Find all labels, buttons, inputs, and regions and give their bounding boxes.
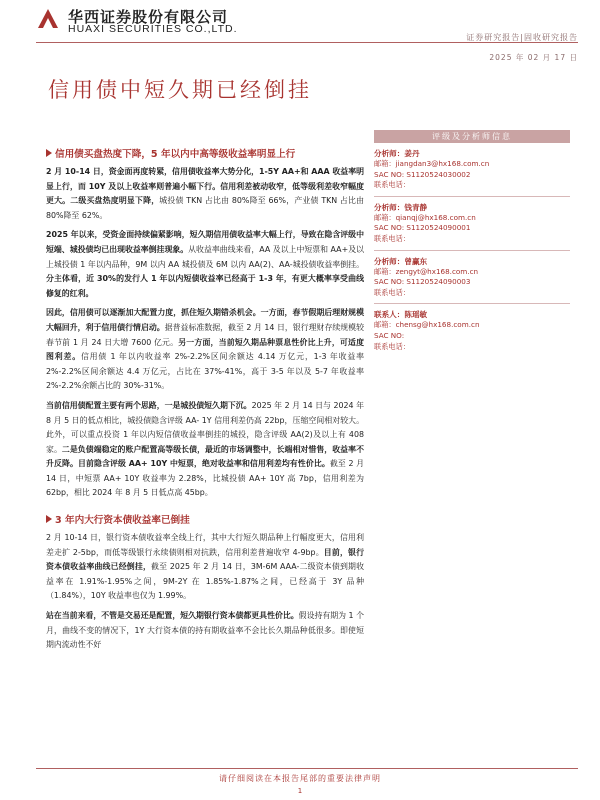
legal-notice: 请仔细阅读在本报告尾部的重要法律声明 — [219, 774, 381, 783]
analyst-name: 分析师：姜丹 — [374, 149, 420, 158]
analyst-email[interactable]: 邮箱：qianqj@hx168.com.cn — [374, 212, 476, 222]
divider — [374, 303, 570, 304]
analyst-card — [374, 256, 570, 305]
analyst-sac: SAC NO: S1120524090003 — [374, 277, 471, 287]
report-type: 证券研究报告|固收研究报告 — [466, 33, 578, 42]
main-content — [46, 146, 364, 658]
section-heading: 信用债买盘热度下降，5 年以内中高等级收益率明显上行 — [46, 146, 364, 160]
analyst-phone: 联系电话： — [374, 180, 410, 190]
analyst-sac: SAC NO: S1120524030002 — [374, 169, 471, 179]
analyst-card — [374, 309, 570, 352]
paragraph: 当前信用债配置主要有两个思路，一是城投债短久期下沉。2025 年 2 月 14 日与 2024 年 8 月 5 日的低点相比，城投债隐含评级 AA- 1Y 信用利差仍高 22bp，压缩空间相对较大。此外，可以重点投资 1 年以内短信债收益率倒挂的城投，隐含评级 AA(2)及以上有 408 家。二是负债端稳定的账户配置高等级长债，最近的市场调整中，长端相对惜售，收益率不升反降。目前隐含评级 AA+ 10Y 中短票，绝对收益率和信用利差均有性价比。截至 2 月 14 日，中短票 AA+ 10Y 收益率为 2.28%，比城投债 AA+ 10Y 高 7bp，信用利差为 62bp，相比 2024 年 8 月 5 日低点高 45bp。 — [46, 400, 364, 498]
huaxi-logo-icon — [36, 6, 60, 30]
paragraph: 2 月 10-14 日，资金面再度转紧，信用债收益率大势分化，1-5Y AA+和 AAA 收益率明显上行，而 10Y 及以上收益率则普遍小幅下行。信用利差被动收窄，低等级利差收窄幅度更大。二级买盘热度明显下降，城投债 TKN 占比由 80%降至 66%，产业债 TKN 占比由 80%降至 62%。 — [46, 167, 364, 220]
brand-name-cn: 华西证券股份有限公司 — [68, 8, 229, 26]
analyst-card — [374, 202, 570, 251]
analyst-phone: 联系电话： — [374, 287, 410, 297]
footer-divider — [36, 768, 578, 769]
divider — [374, 250, 570, 251]
analyst-sidebar — [374, 130, 570, 352]
header-divider — [36, 42, 578, 43]
analyst-phone: 联系电话： — [374, 341, 410, 351]
analyst-name: 分析师：钱青静 — [374, 202, 428, 212]
page-number: 1 — [297, 787, 303, 795]
analyst-card — [374, 148, 570, 197]
divider — [374, 196, 570, 197]
section-heading: 3 年内大行资本债收益率已倒挂 — [46, 512, 364, 526]
report-date: 2025 年 02 月 17 日 — [489, 53, 578, 62]
analyst-name: 分析师：曾赢东 — [374, 256, 428, 266]
paragraph: 2025 年以来，受资金面持续偏紧影响，短久期信用债收益率大幅上行，导致在隐含评级中短端、城投债均已出现收益率倒挂现象。从收益率曲线来看，AA 及以上中短票和 AA+及以上城投债 1 年以内品种，9M 以内 AA 城投债及 6M 以内 AA(2)、AA-城投债收益率倒挂。分主体看，近 30%的发行人 1 年以内短债收益率已经高于 1-3 年，有更大概率享受曲线修复的红利。 — [46, 230, 364, 298]
analyst-email[interactable]: 邮箱：chensg@hx168.com.cn — [374, 320, 480, 330]
analyst-email[interactable]: 邮箱：zengyt@hx168.com.cn — [374, 266, 479, 276]
analyst-phone: 联系电话： — [374, 233, 410, 243]
paragraph: 2 月 10-14 日，银行资本债收益率全线上行，其中大行短久期品种上行幅度更大，信用利差走扩 2-5bp，而低等级银行永续债则相对抗跌，信用利差普遍收窄 4-9bp。目前，银行资本债收益率曲线已经倒挂，截至 2025 年 2 月 14 日，3M-6M AAA-二级资本债到期收益率在 1.91%-1.95%之间，9M-2Y 在 1.85%-1.87%之间，已经高于 3Y 品种（1.84%），10Y 收益率也仅为 1.99%。 — [46, 533, 364, 601]
analyst-sac: SAC NO: S1120524090001 — [374, 223, 471, 233]
contact-name: 联系人：陈瑶敏 — [374, 310, 428, 320]
paragraph: 站在当前来看，不管是交易还是配置，短久期银行资本债都更具性价比。假设持有期为 1 个月，曲线不变的情况下，1Y 大行资本债的持有期收益率不会比长久期品种低很多。即使短期内流动性不好 — [46, 611, 364, 650]
analyst-sac: SAC NO: — [374, 330, 405, 340]
sidebar-heading: 评级及分析师信息 — [374, 130, 570, 143]
page-title: 信用债中短久期已经倒挂 — [48, 78, 312, 102]
analyst-email[interactable]: 邮箱：jiangdan3@hx168.com.cn — [374, 159, 490, 168]
triangle-bullet-icon — [46, 149, 52, 157]
brand-name-en: HUAXI SECURITIES CO.,LTD. — [68, 23, 238, 35]
paragraph: 因此，信用债可以逐渐加大配置力度，抓住短久期错杀机会。一方面，春节假期后理财规模大幅回升，利于信用债行情启动。据普益标准数据，截至 2 月 14 日，银行理财存续规模较春节前 1 月 24 日大增 7600 亿元。另一方面，当前短久期品种票息性价比上升，可适度图利差。信用债 1 年以内收益率 2%-2.2%区间余额达 4.14 万亿元，1-3 年收益率 2%-2.2%区间余额达 4.4 万亿元，占比在 37%-41%，高于 3-5 年以及 5-7 年收益率 2%-2.2%余额占比的 30%-31%。 — [46, 308, 364, 391]
triangle-bullet-icon — [46, 515, 52, 523]
